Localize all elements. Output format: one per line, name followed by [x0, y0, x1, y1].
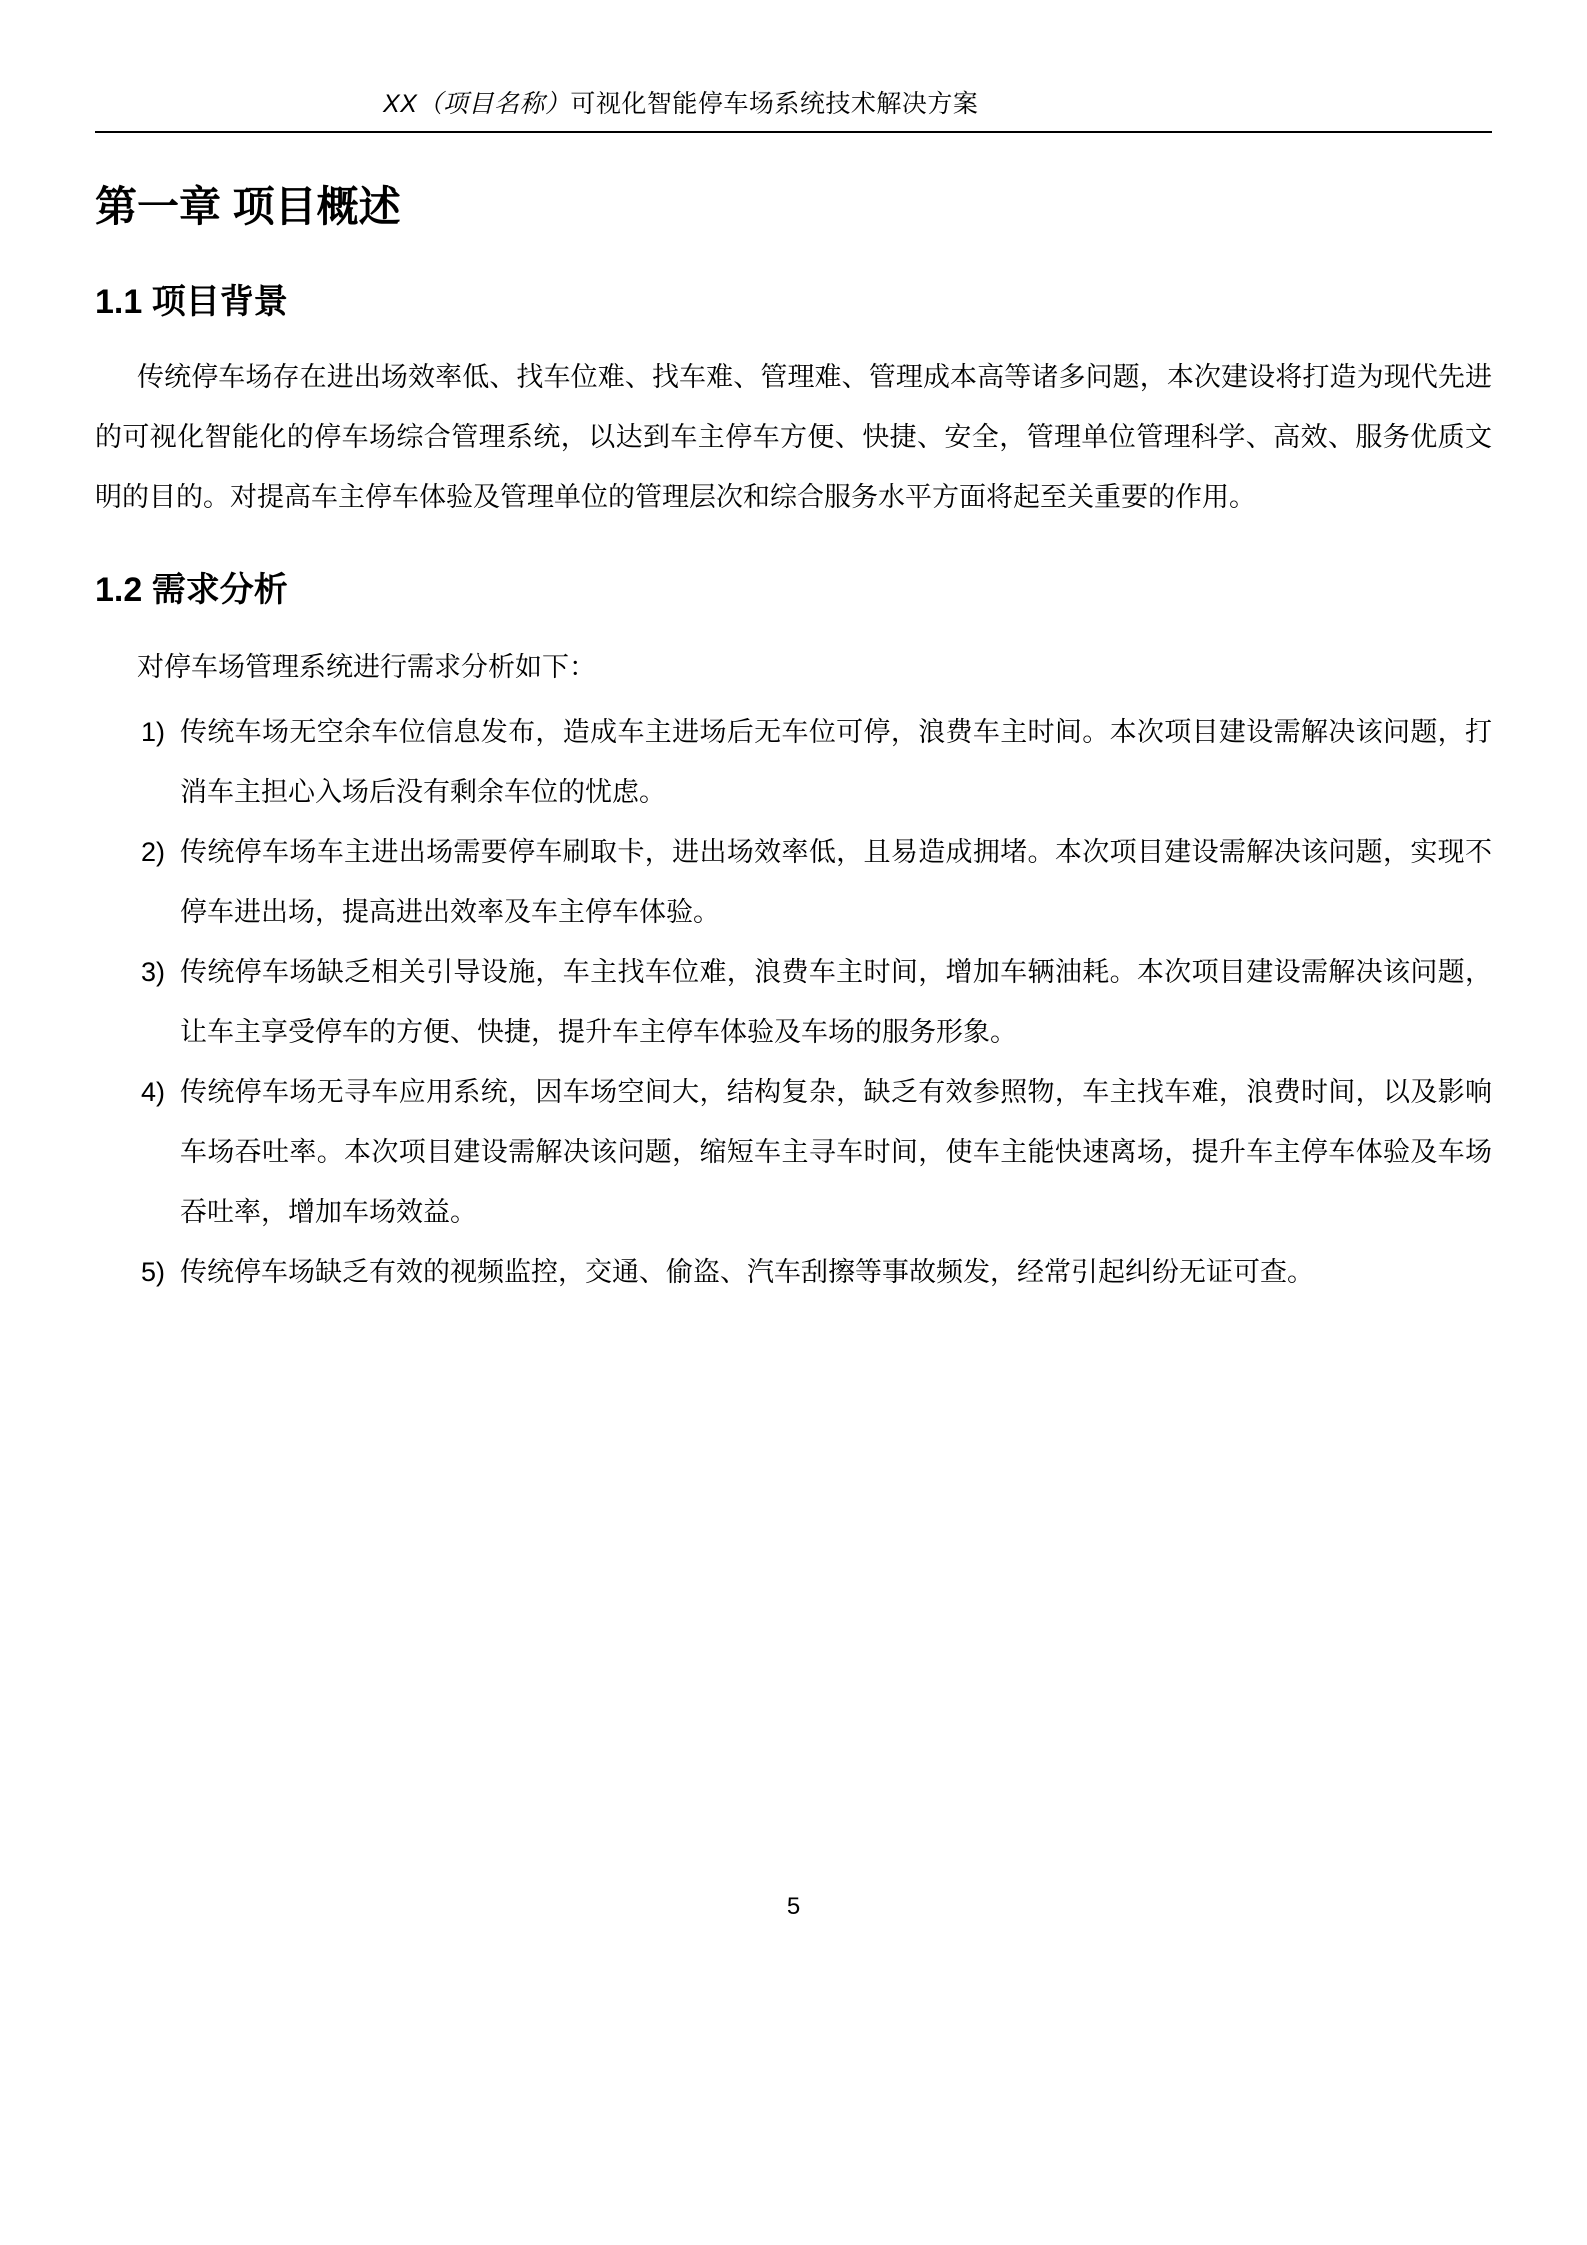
- list-item-4-number: 4): [141, 1076, 166, 1107]
- list-item-3-text: 传统停车场缺乏相关引导设施，车主找车位难，浪费车主时间，增加车辆油耗。本次项目建设需解决该问题，让车主享受停车的方便、快捷，提升车主停车体验及车场的服务形象。: [180, 956, 1492, 1047]
- list-item-5-text: 传统停车场缺乏有效的视频监控，交通、偷盗、汽车刮擦等事故频发，经常引起纠纷无证可查。: [180, 1256, 1314, 1287]
- section-heading-1-1: 1.1 项目背景: [95, 282, 288, 321]
- list-item-5: [95, 1242, 1492, 1302]
- section-1-1-paragraph: 传统停车场存在进出场效率低、找车位难、找车难、管理难、管理成本高等诸多问题，本次建设将打造为现代先进的可视化智能化的停车场综合管理系统，以达到车主停车方便、快捷、安全，管理单位管理科学、高效、服务优质文明的目的。对提高车主停车体验及管理单位的管理层次和综合服务水平方面将起至关重要的作用。: [95, 361, 1492, 512]
- list-item-4: [95, 1062, 1492, 1242]
- list-item-2-number: 2): [141, 836, 166, 867]
- list-item-5-number: 5): [141, 1256, 166, 1287]
- page-number: 5: [786, 1893, 801, 1920]
- header-document-title: 可视化智能停车场系统技术解决方案: [570, 90, 979, 118]
- list-item-2-text: 传统停车场车主进出场需要停车刷取卡，进出场效率低，且易造成拥堵。本次项目建设需解决该问题，实现不停车进出场，提高进出效率及车主停车体验。: [180, 836, 1492, 927]
- list-item-2: [95, 822, 1492, 942]
- section-heading-1-2: 1.2 需求分析: [95, 570, 288, 609]
- header-project-name: XX（项目名称）: [383, 90, 571, 118]
- header-divider: [95, 131, 1492, 133]
- list-item-3: [95, 942, 1492, 1062]
- list-item-1: [95, 702, 1492, 822]
- requirements-list: [95, 702, 1492, 1302]
- chapter-title: 第一章 项目概述: [95, 183, 401, 230]
- document-body: [95, 160, 1492, 1302]
- list-item-4-text: 传统停车场无寻车应用系统，因车场空间大，结构复杂，缺乏有效参照物，车主找车难，浪费时间，以及影响车场吞吐率。本次项目建设需解决该问题，缩短车主寻车时间，使车主能快速离场，提升车主停车体验及车场吞吐率，增加车场效益。: [180, 1076, 1492, 1227]
- list-item-1-text: 传统车场无空余车位信息发布，造成车主进场后无车位可停，浪费车主时间。本次项目建设需解决该问题，打消车主担心入场后没有剩余车位的忧虑。: [180, 716, 1492, 807]
- list-item-3-number: 3): [141, 956, 166, 987]
- list-item-1-number: 1): [141, 716, 166, 747]
- page-header: [383, 84, 978, 120]
- section-1-2-intro: 对停车场管理系统进行需求分析如下：: [137, 651, 596, 682]
